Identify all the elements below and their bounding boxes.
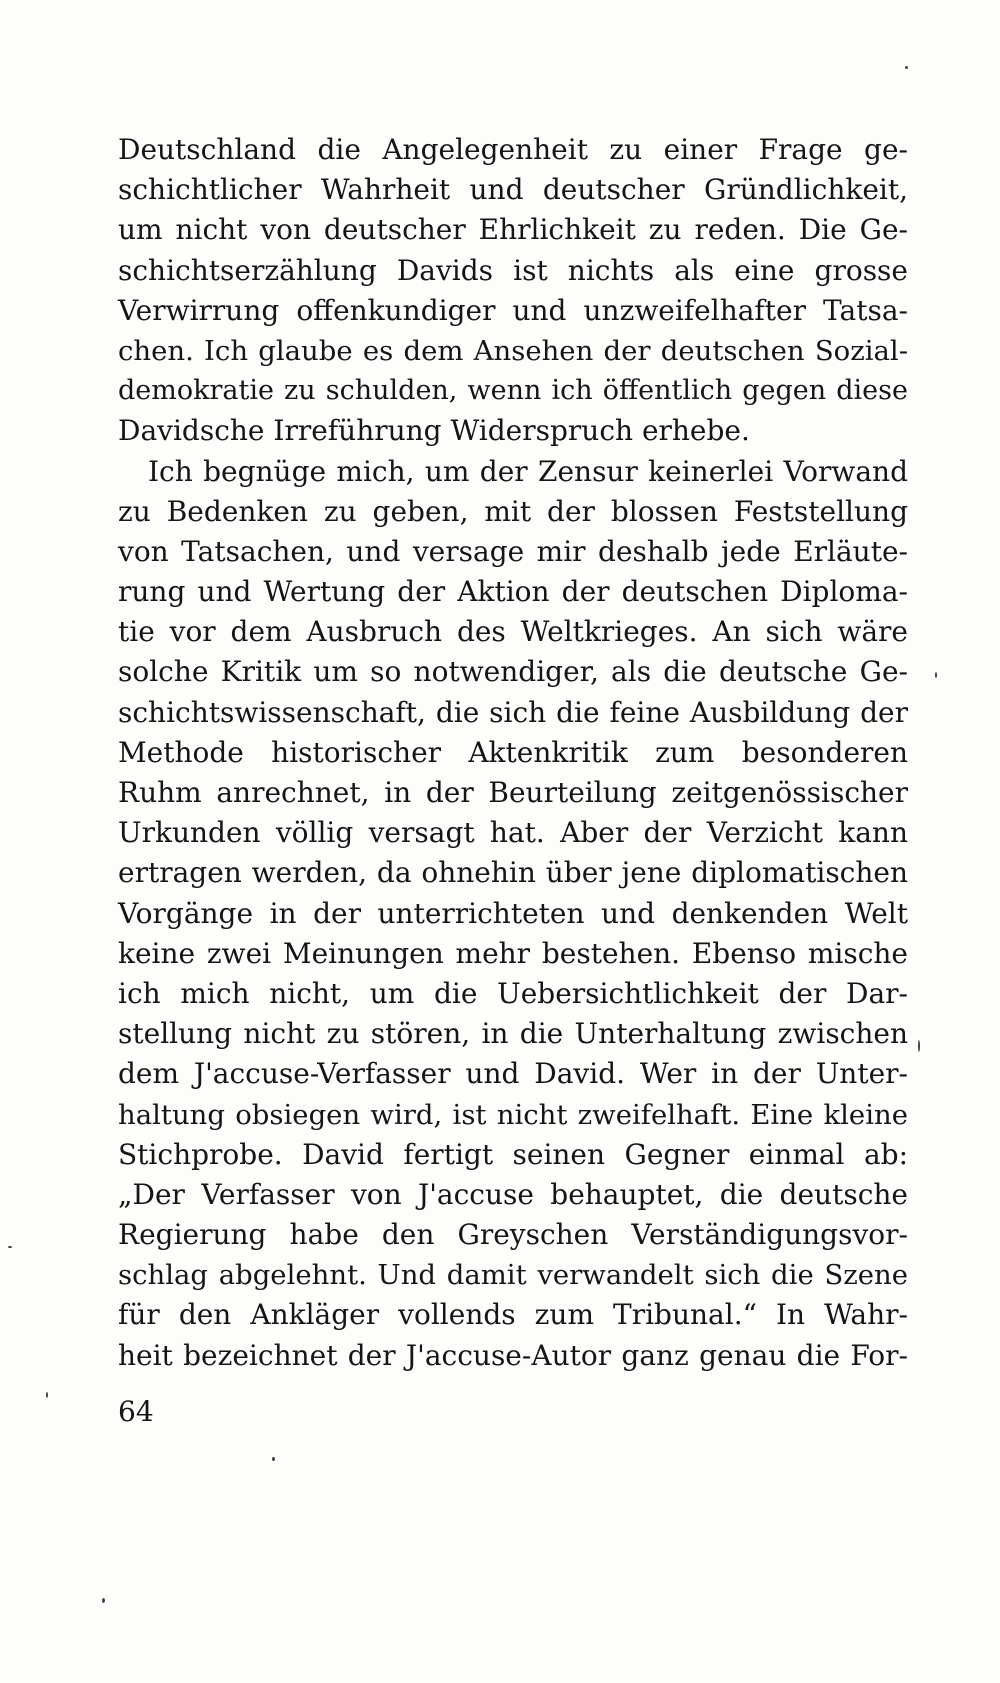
text-line: Regierung habe den Greyschen Verständigungsvor- [118, 1218, 908, 1252]
page-number: 64 [118, 1395, 154, 1428]
text-line: stellung nicht zu stören, in die Unterhaltung zwischen [118, 1017, 908, 1051]
text-line: schichtswissenschaft, die sich die feine Ausbildung der [118, 695, 908, 729]
text-line: ertragen werden, da ohnehin über jene diplomatischen [118, 856, 908, 890]
scan-speck [905, 66, 908, 69]
text-line: für den Ankläger vollends zum Tribunal.“ In Wahr- [118, 1298, 908, 1332]
text-line: zu Bedenken zu geben, mit der blossen Feststellung [118, 494, 908, 528]
text-line: Verwirrung offenkundiger und unzweifelhafter Tatsa- [118, 293, 908, 327]
text-line: Stichprobe. David fertigt seinen Gegner einmal ab: [118, 1137, 908, 1171]
text-line: Deutschland die Angelegenheit zu einer Frage ge- [118, 133, 908, 166]
text-line: rung und Wertung der Aktion der deutschen Diploma- [118, 575, 908, 609]
text-line: solche Kritik um so notwendiger, als die deutsche Ge- [118, 655, 908, 689]
text-line: schlag abgelehnt. Und damit verwandelt sich die Szene [118, 1259, 908, 1292]
text-line: „Der Verfasser von J'accuse behauptet, die deutsche [118, 1177, 908, 1211]
scan-speck [918, 1040, 920, 1052]
scan-speck [102, 1598, 105, 1603]
text-line: Ruhm anrechnet, in der Beurteilung zeitgenössischer [118, 776, 908, 809]
scan-speck [8, 1246, 12, 1248]
text-line: schichtlicher Wahrheit und deutscher Gründlichkeit, [118, 173, 908, 207]
text-line: heit bezeichnet der J'accuse-Autor ganz genau die For- [118, 1338, 908, 1372]
text-line: haltung obsiegen wird, ist nicht zweifelhaft. Eine kleine [118, 1098, 908, 1131]
text-line: Davidsche Irreführung Widerspruch erhebe. [118, 414, 750, 448]
text-line: demokratie zu schulden, wenn ich öffentlich gegen diese [118, 375, 908, 407]
scan-speck [935, 672, 937, 678]
text-line: tie vor dem Ausbruch des Weltkrieges. An sich wäre [118, 615, 908, 649]
text-line: Vorgänge in der unterrichteten und denkenden Welt [118, 896, 908, 930]
body-text [118, 130, 908, 1376]
text-line: chen. Ich glaube es dem Ansehen der deutschen Sozial- [118, 334, 908, 367]
text-line: ich mich nicht, um die Uebersichtlichkeit der Dar- [118, 976, 908, 1010]
text-line: keine zwei Meinungen mehr bestehen. Ebenso mische [118, 936, 908, 970]
text-line: Methode historischer Aktenkritik zum besonderen [118, 735, 908, 769]
paragraph-start-line: Ich begnüge mich, um der Zensur keinerlei Vorwand [148, 454, 908, 488]
text-line: um nicht von deutscher Ehrlichkeit zu reden. Die Ge- [118, 213, 908, 247]
text-line: schichtserzählung Davids ist nichts als eine grosse [118, 253, 908, 287]
scan-speck [46, 1392, 48, 1398]
scan-speck [272, 1457, 275, 1461]
text-line: von Tatsachen, und versage mir deshalb jede Erläute- [118, 534, 908, 568]
text-line: Urkunden völlig versagt hat. Aber der Verzicht kann [118, 816, 908, 850]
text-line: dem J'accuse-Verfasser und David. Wer in der Unter- [118, 1057, 908, 1091]
